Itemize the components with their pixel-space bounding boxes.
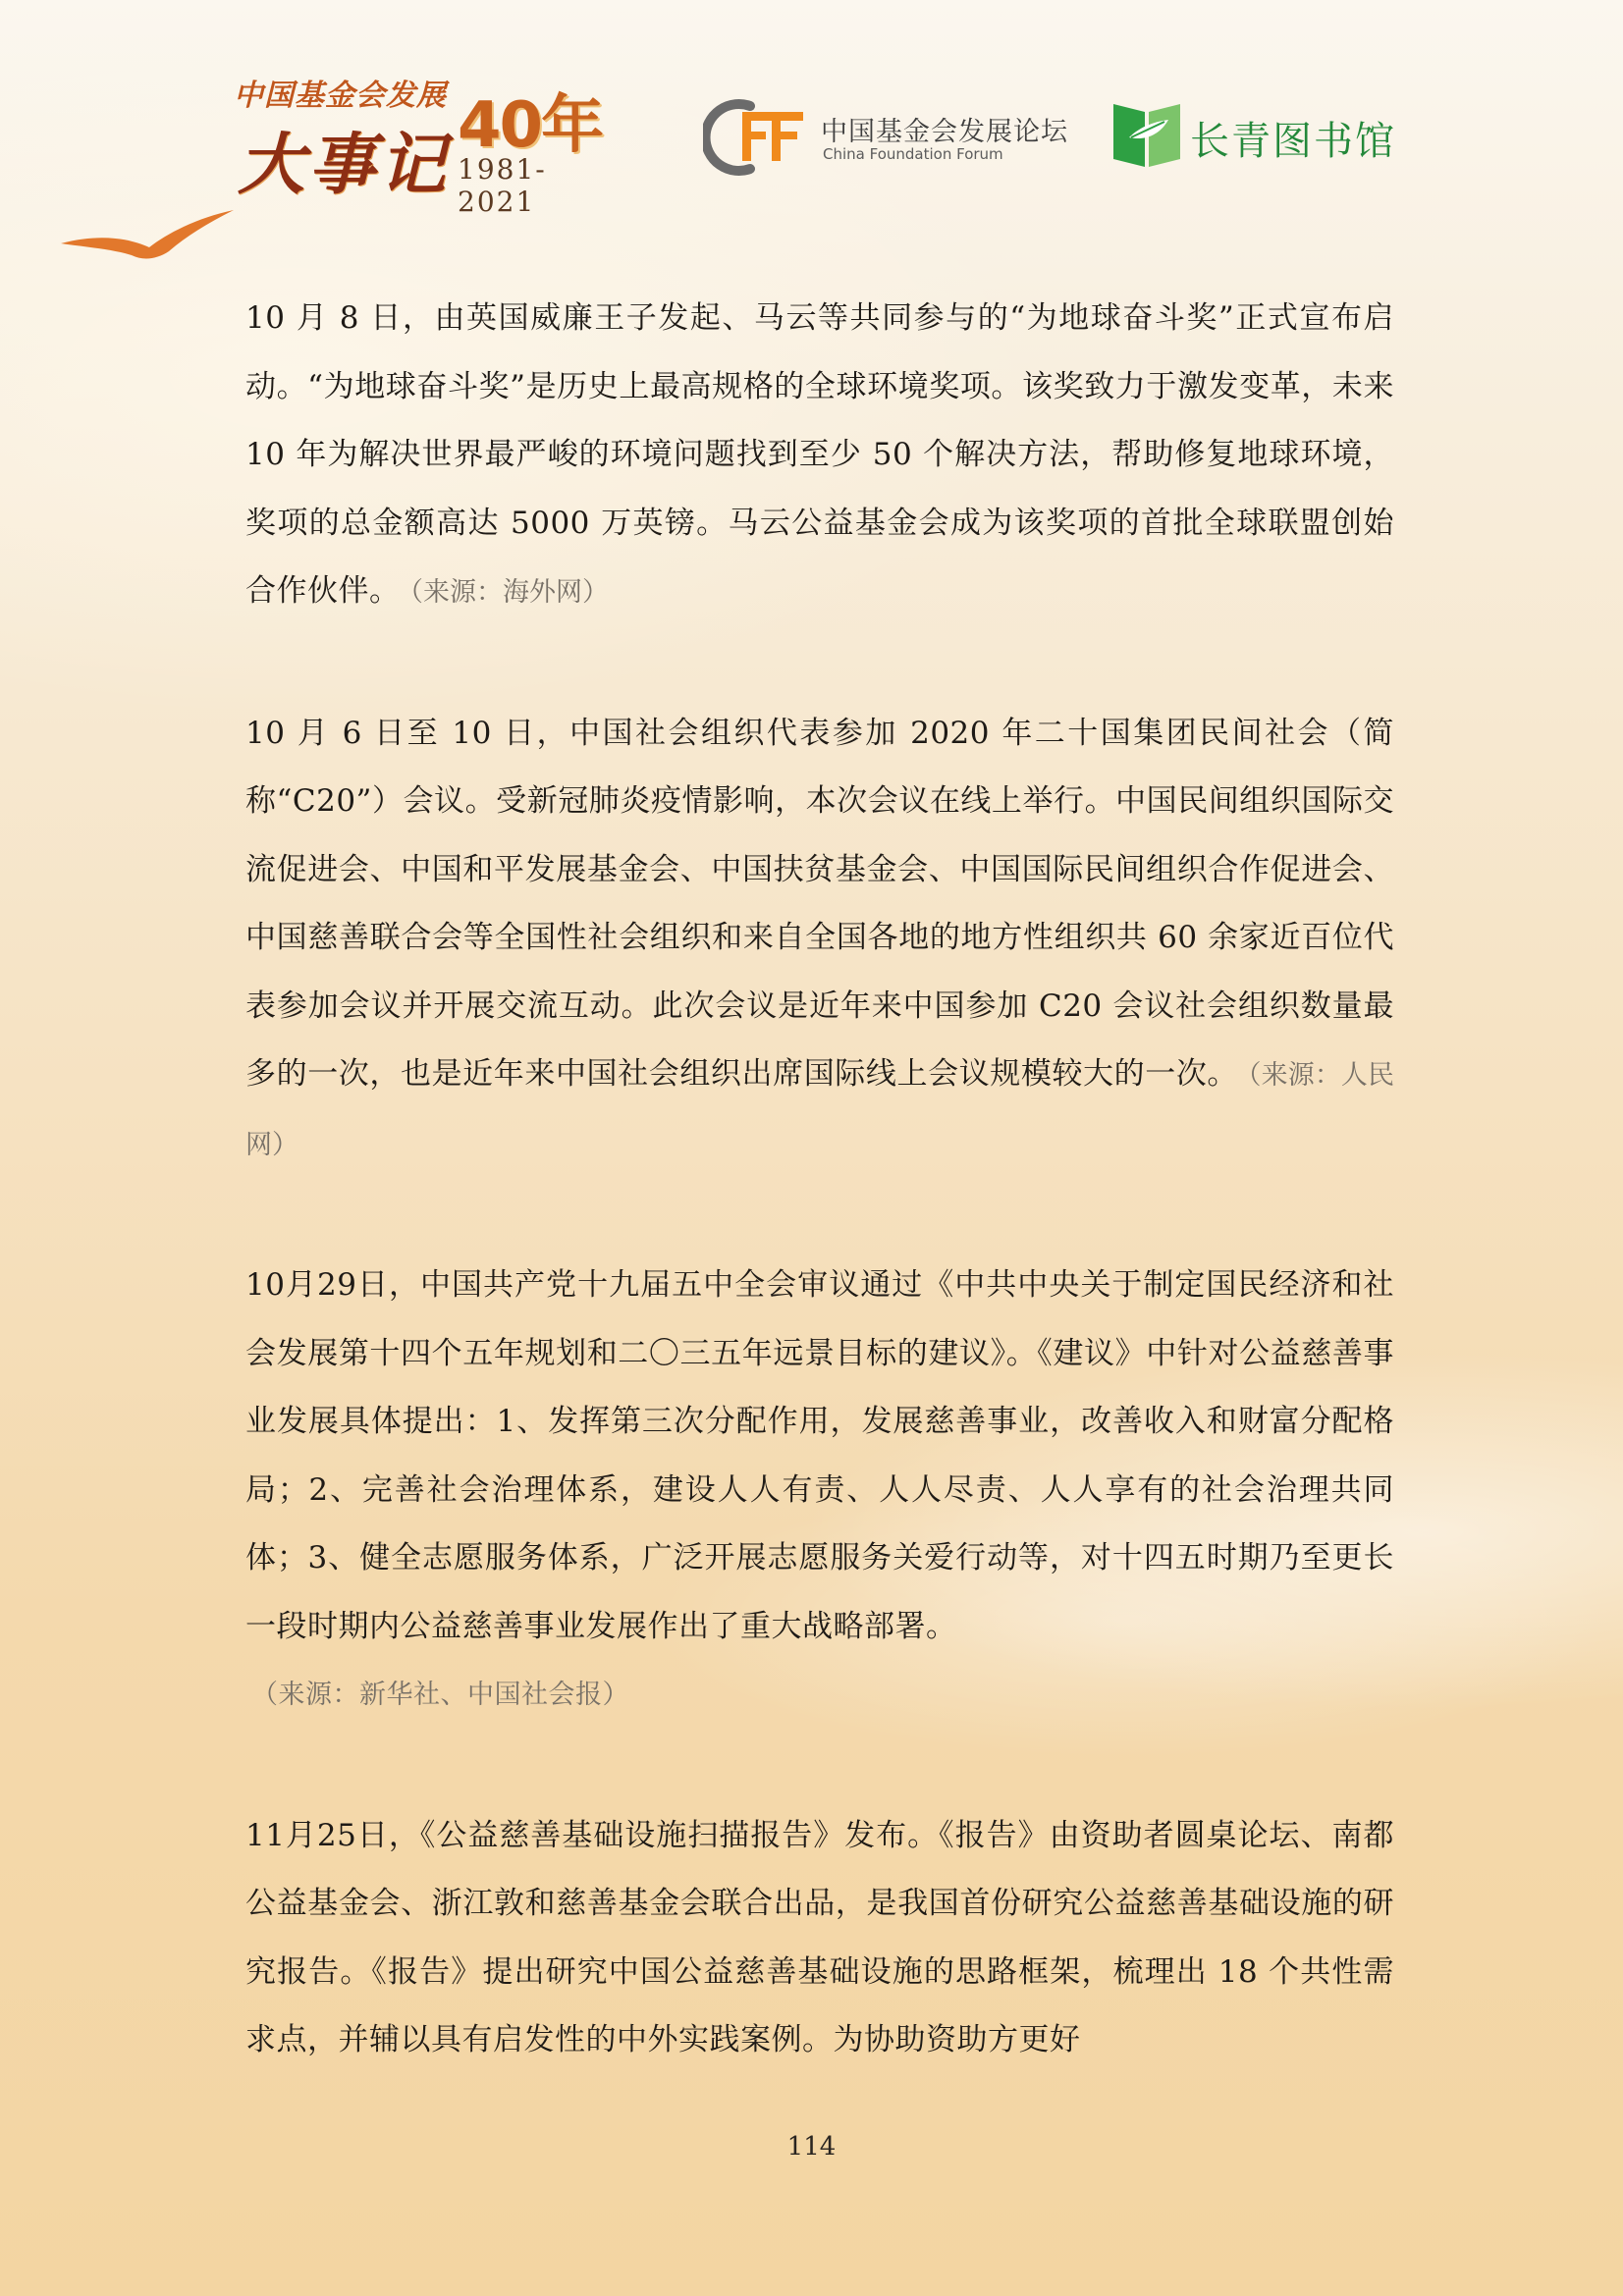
page-header xyxy=(0,0,1623,265)
library-name: 长青图书馆 xyxy=(1190,119,1396,164)
logo-big-title: 大事记 xyxy=(238,126,451,204)
event-entry xyxy=(245,700,1394,1180)
forum-name: 中国基金会发展论坛 xyxy=(821,117,1068,147)
entry-text: 11月25日，《公益慈善基础设施扫描报告》发布。《报告》由资助者圆桌论坛、南都公益基金会、浙江敦和慈善基金会联合出品，是我国首份研究公益慈善基础设施的研究报告。《报告》提出研究中国公益慈善基础设施的思路框架，梳理出 18 个共性需求点，并辅以具有启发性的中外实践案例。为协助资助方更好 xyxy=(245,1817,1394,2057)
entry-text: 10月29日，中国共产党十九届五中全会审议通过《中共中央关于制定国民经济和社会发展第十四个五年规划和二〇三五年远景目标的建议》。《建议》中针对公益慈善事业发展具体提出：1、发挥第三次分配作用，发展慈善事业，改善收入和财富分配格局；2、完善社会治理体系，建设人人有责、人人尽责、人人享有的社会治理共同体；3、健全志愿服务体系，广泛开展志愿服务关爱行动等，对十四五时期乃至更长一段时期内公益慈善事业发展作出了重大战略部署。 xyxy=(245,1267,1394,1644)
entry-source: （来源：新华社、中国社会报） xyxy=(251,1680,629,1710)
entry-paragraph xyxy=(245,285,1394,627)
forum-ff-icon xyxy=(703,98,806,177)
logo-years: 1981-2021 xyxy=(458,153,547,218)
logo-forty: 40年 xyxy=(458,89,603,162)
bird-icon xyxy=(59,204,236,263)
entry-paragraph xyxy=(245,700,1394,1180)
entry-source: （来源：海外网） xyxy=(409,577,609,608)
event-entry xyxy=(245,1802,1394,2075)
logo-small-title: 中国基金会发展 xyxy=(234,79,447,113)
forum-subtitle: China Foundation Forum xyxy=(823,145,1003,163)
page-content xyxy=(245,285,1394,2148)
entry-paragraph xyxy=(245,1252,1394,1730)
entry-text: 10 月 6 日至 10 日，中国社会组织代表参加 2020 年二十国集团民间社会（简称“C20”）会议。受新冠肺炎疫情影响，本次会议在线上举行。中国民间组织国际交流促进会、中国和平发展基金会、中国扶贫基金会、中国国际民间组织合作促进会、中国慈善联合会等全国性社会组织和来自全国各地的地方性组织共 60 余家近百位代表参加会议并开展交流互动。此次会议是近年来中国参加 C20 会议社会组织数量最多的一次，也是近年来中国社会组织出席国际线上会议规模较大的一次。 xyxy=(245,715,1394,1092)
book-leaf-icon xyxy=(1109,98,1184,169)
library-logo xyxy=(1109,98,1424,173)
entry-source: （来源：人民网） xyxy=(245,1060,1395,1160)
entry-text: 10 月 8 日，由英国威廉王子发起、马云等共同参与的“为地球奋斗奖”正式宣布启动。“为地球奋斗奖”是历史上最高规格的全球环境奖项。该奖致力于激发变革，未来 10 年为解决世界最严峻的环境问题找到至少 50 个解决方法，帮助修复地球环境，奖项的总金额高达 5000 万英镑。马云公益基金会成为该奖项的首批全球联盟创始合作伙伴。 xyxy=(245,300,1394,609)
anniversary-logo xyxy=(234,71,617,218)
forum-logo xyxy=(703,98,1076,177)
event-entry xyxy=(245,285,1394,627)
event-entry xyxy=(245,1252,1394,1730)
page-number: 114 xyxy=(786,2132,837,2162)
entry-paragraph xyxy=(245,1802,1394,2075)
